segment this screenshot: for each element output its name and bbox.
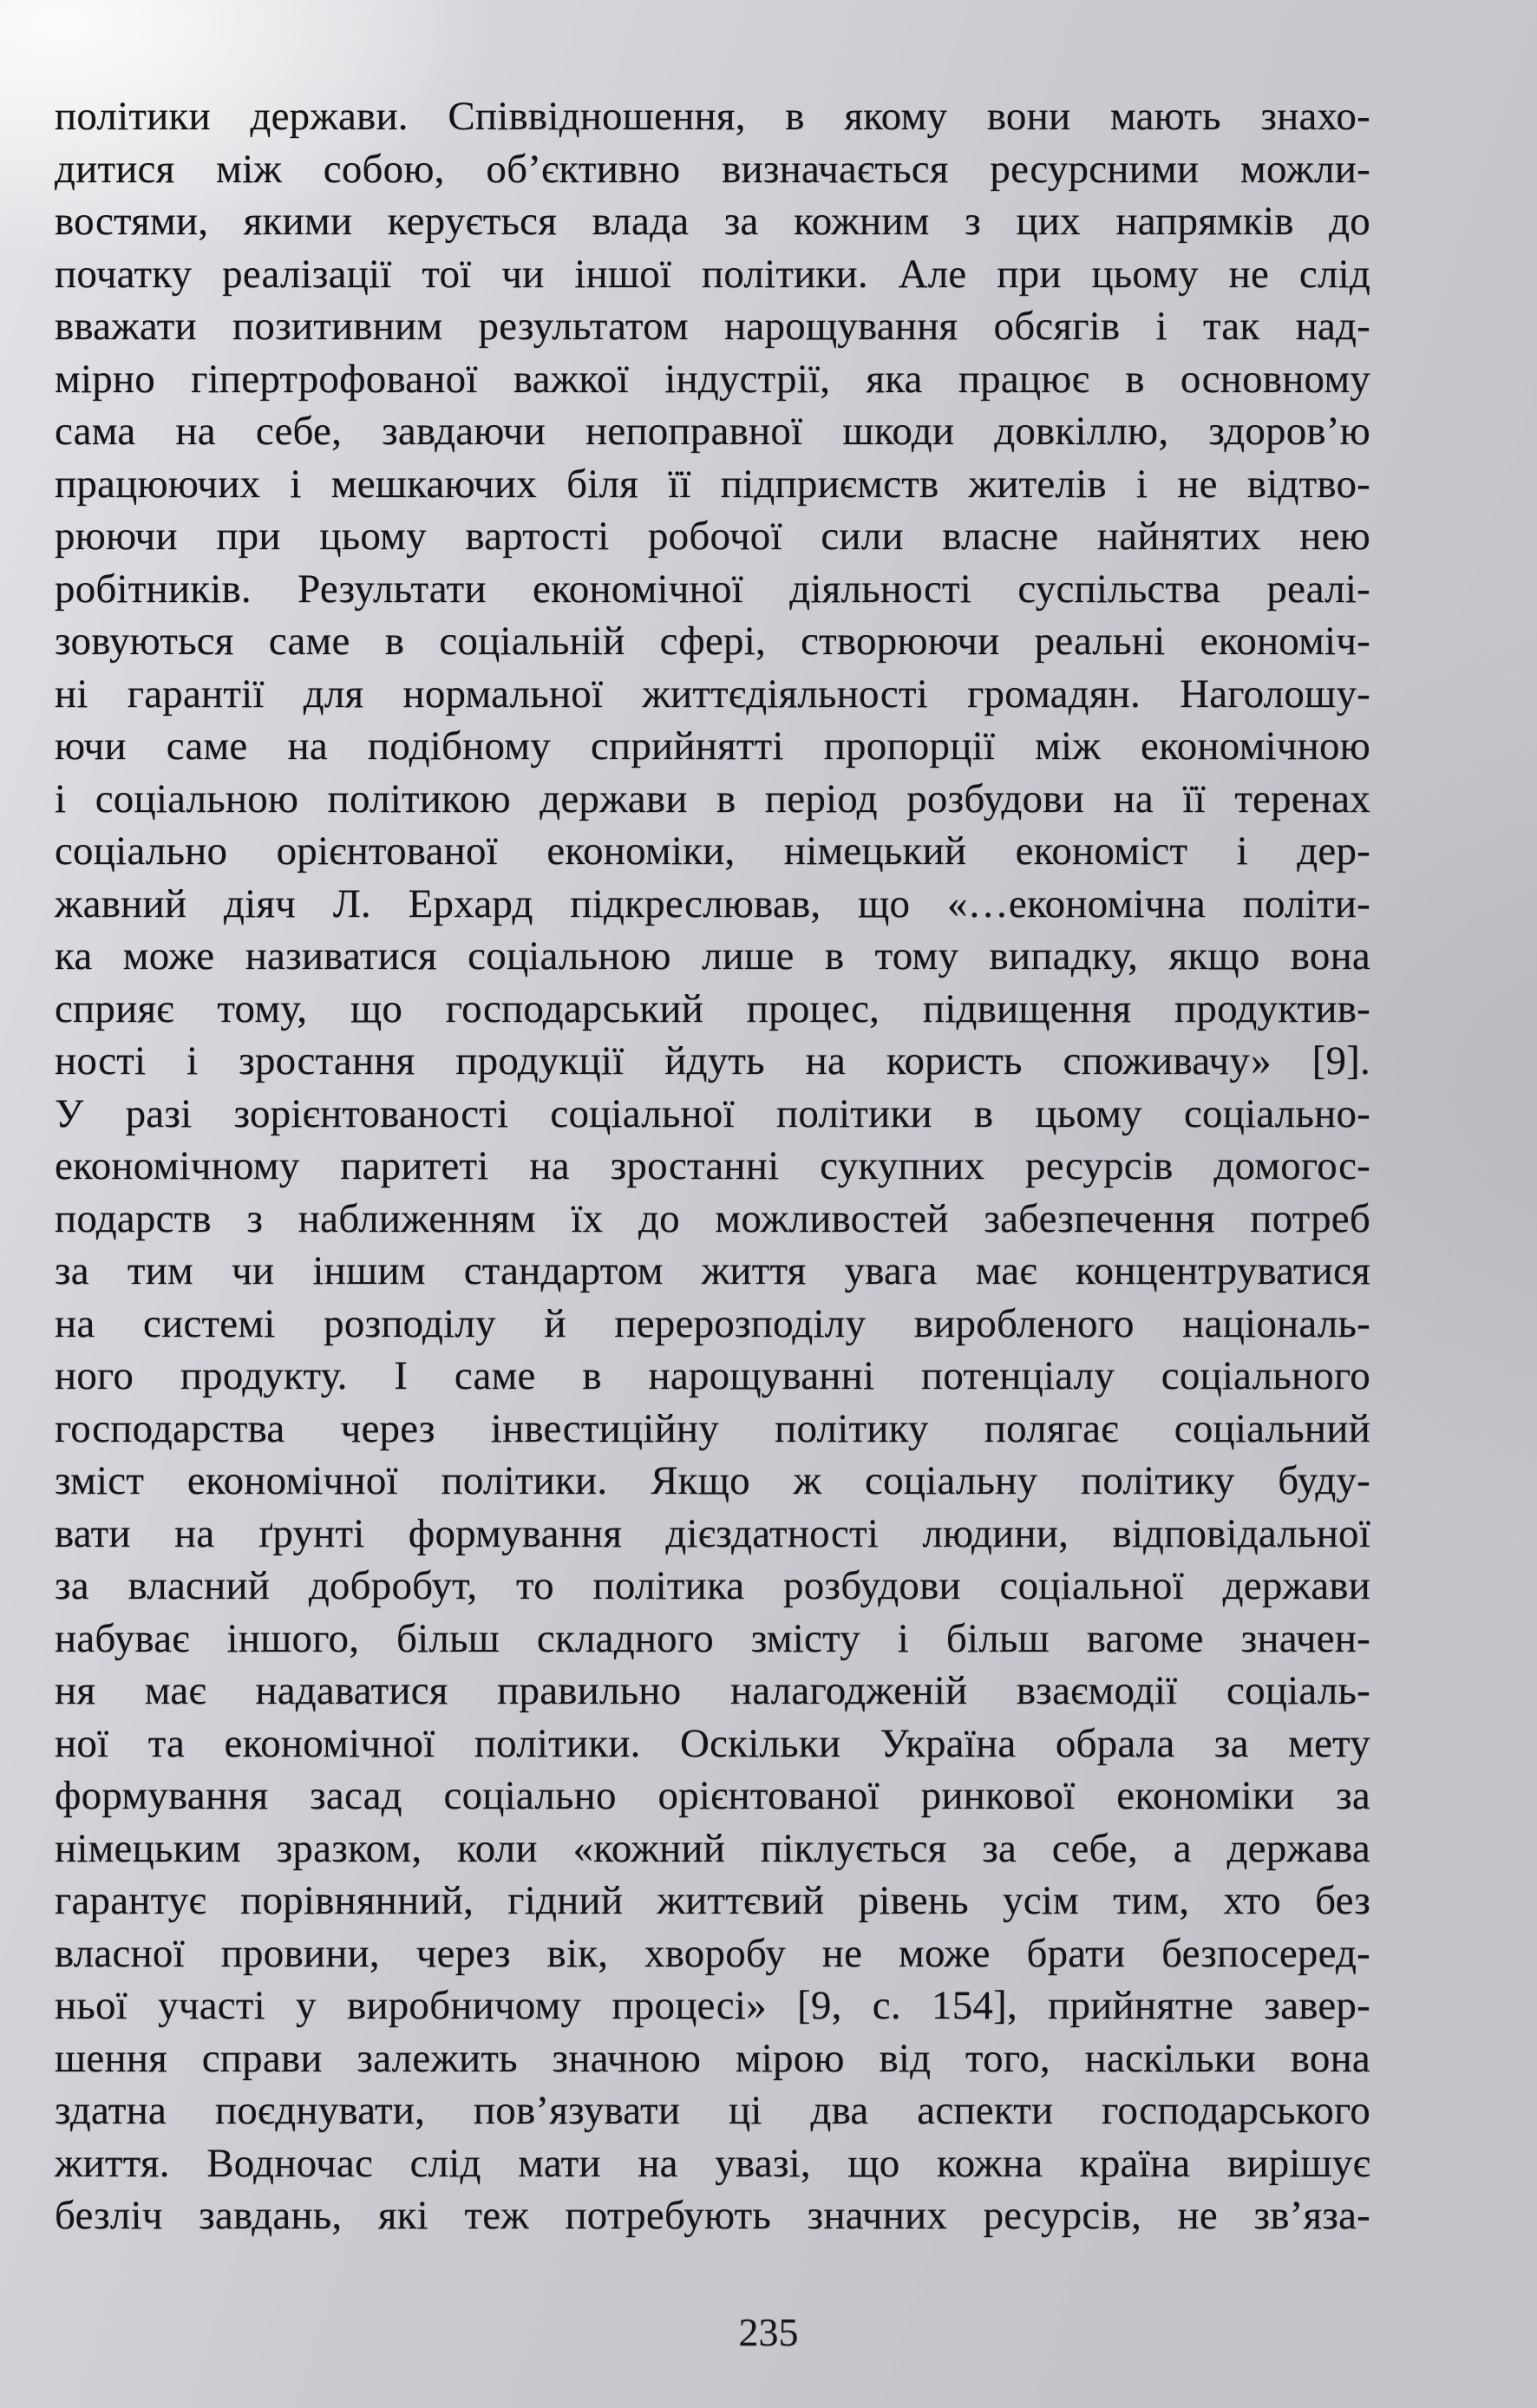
text-line: жавний діяч Л. Ерхард підкреслював, що «…економічна політи- [55,880,1370,926]
text-line: ного продукту. І саме в нарощуванні потенціалу соціального [55,1353,1370,1398]
text-line: вати на ґрунті формування дієздатності людини, відповідальної [55,1510,1370,1556]
text-line: У разі зорієнтованості соціальної політики в цьому соціально- [55,1090,1370,1136]
text-line: працюючих і мешкаючих біля її підприємств жителів і не відтво- [55,461,1370,507]
text-line: економічному паритеті на зростанні сукупних ресурсів домогос- [55,1143,1370,1188]
text-line: дитися між собою, об’єктивно визначається ресурсними можли- [55,146,1370,192]
text-line: здатна поєднувати, пов’язувати ці два аспекти господарського [55,2088,1370,2133]
text-line: подарств з наближенням їх до можливостей забезпечення потреб [55,1195,1370,1241]
text-line: за тим чи іншим стандартом життя увага має концентруватися [55,1248,1370,1293]
text-line: соціально орієнтованої економіки, німецький економіст і дер- [55,828,1370,874]
text-line: господарства через інвестиційну політику полягає соціальний [55,1405,1370,1451]
text-line: життя. Водночас слід мати на увазі, що кожна країна вирішує [55,2140,1370,2186]
text-line: формування засад соціально орієнтованої ринкової економіки за [55,1773,1370,1818]
text-line: на системі розподілу й перерозподілу виробленого національ- [55,1300,1370,1346]
text-line: німецьким зразком, коли «кожний піклується за себе, а держава [55,1825,1370,1871]
text-line: ності і зростання продукції йдуть на користь споживачу» [9]. [55,1038,1370,1083]
text-line: ньої участі у виробничому процесі» [9, с. 154], прийнятне завер- [55,1983,1370,2028]
text-line: сприяє тому, що господарський процес, підвищення продуктив- [55,985,1370,1031]
text-line: за власний добробут, то політика розбудови соціальної держави [55,1563,1370,1608]
text-line: шення справи залежить значною мірою від того, наскільки вона [55,2035,1370,2081]
text-line: ної та економічної політики. Оскільки Україна обрала за мету [55,1720,1370,1766]
text-line: робітників. Результати економічної діяльності суспільства реалі- [55,566,1370,612]
text-line: вважати позитивним результатом нарощування обсягів і так над- [55,304,1370,349]
text-line: сама на себе, завдаючи непоправної шкоди довкіллю, здоров’ю [55,409,1370,454]
text-line: набуває іншого, більш складного змісту і більш вагоме значен- [55,1615,1370,1661]
text-line: ка може називатися соціальною лише в тому випадку, якщо вона [55,933,1370,978]
text-line: ня має надаватися правильно налагодженій взаємодії соціаль- [55,1668,1370,1713]
text-line: безліч завдань, які теж потребують значних ресурсів, не зв’яза- [55,2193,1370,2238]
text-line: власної провини, через вік, хворобу не може брати безпосеред- [55,1930,1370,1976]
text-line: початку реалізації тої чи іншої політики. Але при цьому не слід [55,251,1370,297]
text-line: мірно гіпертрофованої важкої індустрії, яка працює в основному [55,356,1370,402]
text-line: востями, якими керується влада за кожним з цих напрямків до [55,199,1370,244]
text-line: політики держави. Співвідношення, в якому вони мають знахо- [55,94,1370,139]
text-line: гарантує порівнянний, гідний життєвий рівень усім тим, хто без [55,1878,1370,1923]
text-line: рюючи при цьому вартості робочої сили власне найнятих нею [55,514,1370,559]
body-text [55,90,1370,2242]
text-line: ні гарантії для нормальної життєдіяльності громадян. Наголошу- [55,671,1370,717]
text-line: ючи саме на подібному сприйнятті пропорції між економічною [55,723,1370,769]
text-line: зміст економічної політики. Якщо ж соціальну політику буду- [55,1458,1370,1503]
text-line: і соціальною політикою держави в період розбудови на її теренах [55,775,1370,821]
page-number: 235 [738,2310,799,2354]
text-line: зовуються саме в соціальній сфері, створюючи реальні економіч- [55,618,1370,664]
